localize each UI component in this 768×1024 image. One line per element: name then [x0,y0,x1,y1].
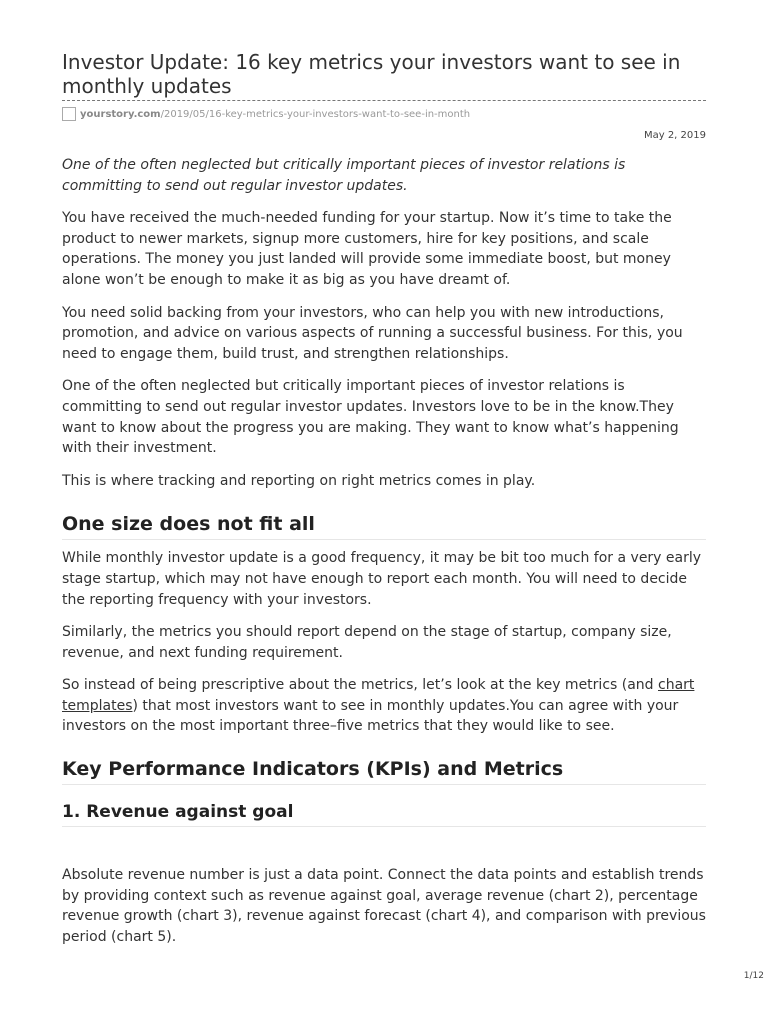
document-page [62,50,706,947]
paragraph-frequency: While monthly investor update is a good frequency, it may be bit too much for a very early stage startup, which may not have enough to report each month. You will need to decide the reporting frequency with your investors. [62,550,702,608]
publish-date: May 2, 2019 [643,130,706,141]
heading-revenue-against-goal: 1. Revenue against goal [62,801,706,827]
source-url[interactable] [80,109,470,120]
source-row [62,106,706,122]
lead-paragraph: One of the often neglected but critically important pieces of investor relations is committing to send out regular investor updates. [62,157,626,194]
paragraph-funding: You have received the much-needed funding for your startup. Now it’s time to take the product to newer markets, signup more customers, hire for key positions, and scale operations. The money you just landed will provide some immediate boost, but money alone won’t be enough to make it as big as you have dreamt of. [62,210,672,288]
paragraph-backing: You need solid backing from your investors, who can help you with new introductions, promotion, and advice on various aspects of running a successful business. For this, you need to engage them, build trust, and strengthen relationships. [62,304,683,362]
page-number: 1/12 [743,971,764,981]
favicon-placeholder-icon [62,107,76,121]
paragraph-revenue: Absolute revenue number is just a data point. Connect the data points and establish trends by providing context such as revenue against goal, average revenue (chart 2), percentage revenue growth (chart 3), revenue against forecast (chart 4), and comparison with previous period (chart 5). [62,867,706,945]
paragraph-investor-relations: One of the often neglected but critically important pieces of investor relations is committing to send out regular investor updates. Investors love to be in the know.They want to know about the progress you are making. They want to know what’s happening with their investment. [62,378,679,457]
paragraph-metrics-stage: Similarly, the metrics you should report depend on the stage of startup, company size, revenue, and next funding requirement. [62,624,672,661]
heading-one-size: One size does not fit all [62,512,706,540]
page-title: Investor Update: 16 key metrics your investors want to see in monthly updates [62,50,706,101]
source-domain: yourstory.com [80,108,161,120]
source-path: /2019/05/16-key-metrics-your-investors-want-to-see-in-month [160,108,471,120]
paragraph-tracking: This is where tracking and reporting on right metrics comes in play. [62,472,536,489]
chart-templates-link[interactable]: chart templates [62,677,695,714]
heading-kpis: Key Performance Indicators (KPIs) and Metrics [62,757,706,785]
paragraph-key-metrics [62,675,706,737]
paragraph-key-metrics-start: So instead of being prescriptive about the metrics, let’s look at the key metrics (and [62,677,659,694]
paragraph-key-metrics-end: ) that most investors want to see in monthly updates.You can agree with your investors on the most important three–five metrics that they would like to see. [62,697,679,735]
